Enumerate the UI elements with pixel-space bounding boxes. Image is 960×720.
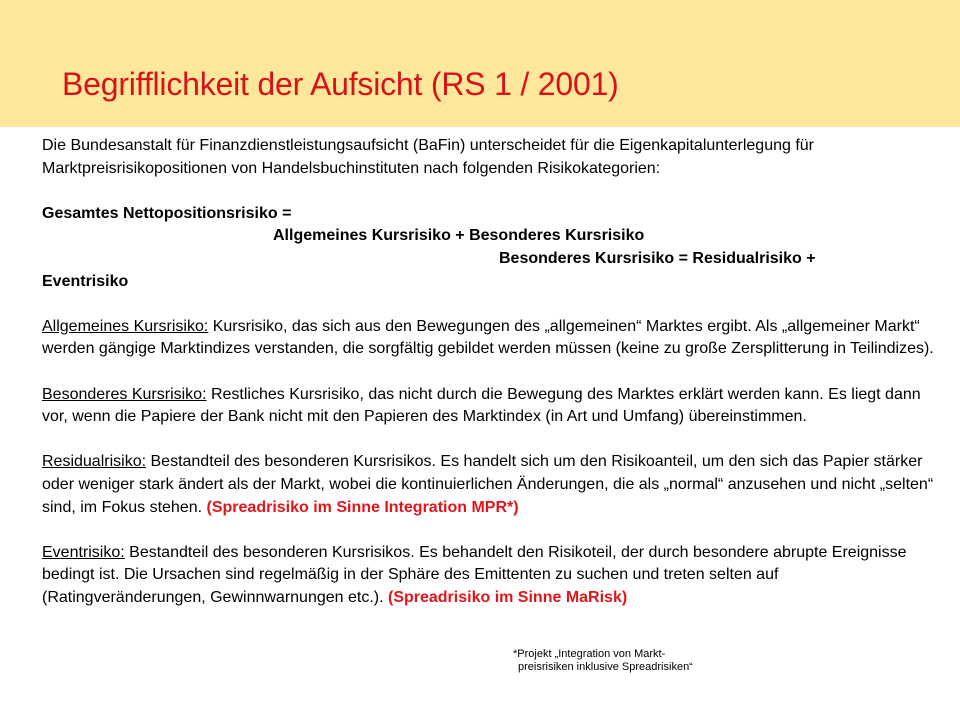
- definition-residualrisiko: [42, 451, 942, 519]
- slide-title: Begrifflichkeit der Aufsicht (RS 1 / 2001): [62, 66, 619, 102]
- formula-line-2: Allgemeines Kursrisiko + Besonderes Kursrisiko: [273, 227, 645, 245]
- text-besonderes-kursrisiko: Restliches Kursrisiko, das nicht durch die Bewegung des Marktes erklärt werden kann. Es liegt dann vor, wenn die Papiere der Bank nicht mit den Papieren des Marktindex (in Art und Umfang) übereinstimmen.: [42, 385, 921, 426]
- term-eventrisiko: Eventrisiko:: [42, 543, 125, 561]
- footnote-line-1: *Projekt „Integration von Markt-: [513, 648, 666, 660]
- footnote: [513, 648, 693, 674]
- term-allgemeines-kursrisiko: Allgemeines Kursrisiko:: [42, 317, 209, 335]
- text-eventrisiko: Bestandteil des besonderen Kursrisikos. Es behandelt den Risikoteil, der durch besondere abrupte Ereignisse bedingt ist. Die Ursachen sind regelmäßig in der Sphäre des Emittenten zu suchen und treten selten auf (Ratingveränderungen, Gewinnwarnungen etc.).: [42, 543, 907, 606]
- note-residualrisiko: (Spreadrisiko im Sinne Integration MPR*): [206, 498, 519, 516]
- text-residualrisiko: Bestandteil des besonderen Kursrisikos. Es handelt sich um den Risikoanteil, um den sich das Papier stärker oder weniger stark ändert als der Markt, wobei die kontinuierlichen Änderungen, die als „normal“ anzusehen und nicht „selten“ sind, im Fokus stehen.: [42, 453, 934, 516]
- text-allgemeines-kursrisiko: Kursrisiko, das sich aus den Bewegungen des „allgemeinen“ Marktes ergibt. Als „allgemeiner Markt“ werden gängige Marktindizes verstanden, die sorgfältig gebildet werden müssen (keine zu große Zersplitterung in Teilindizes).: [42, 317, 934, 358]
- intro-paragraph: Die Bundesanstalt für Finanzdienstleistungsaufsicht (BaFin) unterscheidet für die Eigenkapitalunterlegung für Marktpreisrisikopositionen von Handelsbuchinstituten nach folgenden Risikokategorien:: [42, 137, 814, 177]
- term-residualrisiko: Residualrisiko:: [42, 453, 147, 471]
- footnote-line-2: preisrisiken inklusive Spreadrisiken“: [518, 661, 693, 673]
- definition-allgemeines-kursrisiko: [42, 316, 942, 361]
- formula-line-1: Gesamtes Nettopositionsrisiko =: [42, 204, 292, 222]
- note-eventrisiko: (Spreadrisiko im Sinne MaRisk): [387, 588, 628, 606]
- slide-body: [42, 135, 942, 609]
- header-band: [0, 0, 960, 127]
- formula-line-4: Eventrisiko: [42, 272, 129, 290]
- definition-eventrisiko: [42, 542, 942, 610]
- formula-line-3: Besonderes Kursrisiko = Residualrisiko +: [499, 249, 816, 267]
- term-besonderes-kursrisiko: Besonderes Kursrisiko:: [42, 385, 207, 403]
- definition-besonderes-kursrisiko: [42, 384, 942, 429]
